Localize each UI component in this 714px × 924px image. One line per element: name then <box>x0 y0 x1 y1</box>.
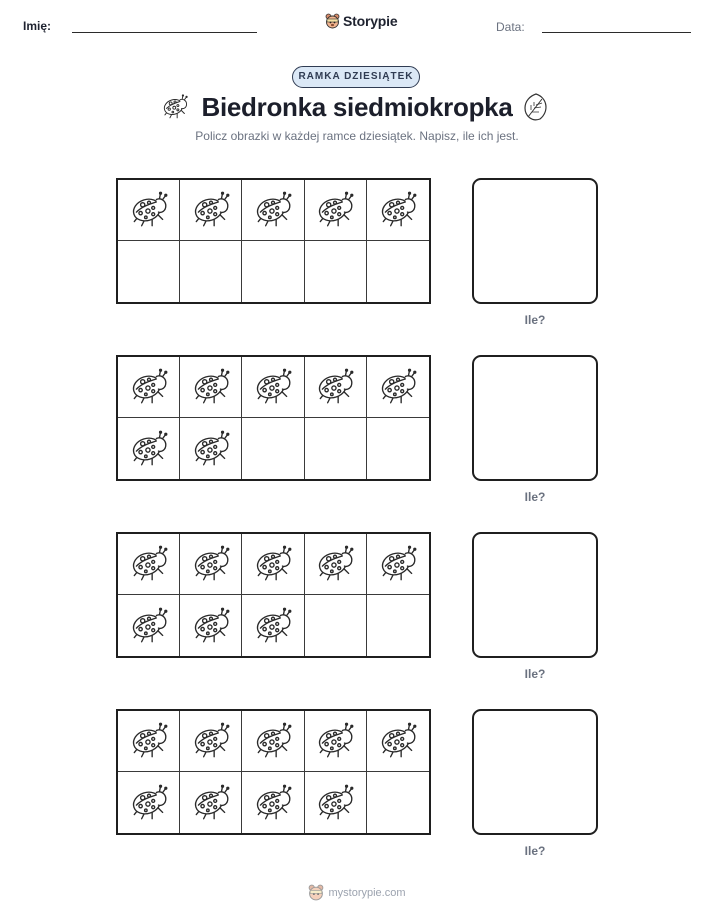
footer-url: mystorypie.com <box>328 886 406 899</box>
ladybug-icon <box>252 191 294 229</box>
ten-frame-cell <box>118 418 180 479</box>
ladybug-icon <box>128 722 170 760</box>
ten-frame-cell <box>180 357 242 418</box>
ten-frame-cell <box>180 534 242 595</box>
ten-frame-cell <box>305 711 367 772</box>
date-label: Data: <box>496 20 525 34</box>
ten-frame-cell <box>367 357 429 418</box>
answer-label: Ile? <box>524 844 546 858</box>
answer-label: Ile? <box>524 667 546 681</box>
ten-frame <box>116 532 431 658</box>
ladybug-icon <box>377 368 419 406</box>
ten-frame-cell <box>180 711 242 772</box>
bear-icon <box>325 13 340 29</box>
ten-frame-cell <box>305 180 367 241</box>
ladybug-icon <box>190 607 232 645</box>
ten-frame-cell <box>305 595 367 656</box>
ten-frame-cell <box>305 534 367 595</box>
ten-frame-cell <box>242 241 304 302</box>
ten-frame-cell <box>242 418 304 479</box>
answer-box[interactable] <box>472 178 598 304</box>
page-title: Biedronka siedmiokropka <box>201 92 513 122</box>
ten-frame-cell <box>118 534 180 595</box>
ladybug-icon <box>252 784 294 822</box>
ladybug-icon <box>252 545 294 583</box>
ten-frame-cell <box>367 180 429 241</box>
ten-frame-cell <box>180 418 242 479</box>
ten-frame-cell <box>118 357 180 418</box>
ladybug-icon <box>190 368 232 406</box>
ten-frame-cell <box>242 357 304 418</box>
ten-frame-cell <box>305 418 367 479</box>
ten-frame-cell <box>367 595 429 656</box>
ladybug-icon <box>190 784 232 822</box>
ten-frame-cell <box>118 711 180 772</box>
ten-frame-cell <box>242 772 304 833</box>
ladybug-icon <box>128 607 170 645</box>
answer-label: Ile? <box>524 490 546 504</box>
ten-frame <box>116 355 431 481</box>
ladybug-icon <box>377 722 419 760</box>
ladybug-icon <box>314 545 356 583</box>
name-field-line[interactable] <box>72 32 257 33</box>
ladybug-icon <box>128 191 170 229</box>
ladybug-icon <box>314 191 356 229</box>
ten-frame-cell <box>305 241 367 302</box>
ladybug-icon <box>252 607 294 645</box>
ten-frame-cell <box>180 180 242 241</box>
date-field-line[interactable] <box>542 32 691 33</box>
ladybug-icon <box>190 545 232 583</box>
ladybug-icon <box>314 722 356 760</box>
name-label: Imię: <box>23 19 52 33</box>
ten-frame <box>116 178 431 304</box>
ladybug-icon <box>128 784 170 822</box>
footer <box>0 884 714 901</box>
ten-frame-cell <box>180 772 242 833</box>
answer-box[interactable] <box>472 532 598 658</box>
brand-logo <box>325 13 397 29</box>
ten-frame-cell <box>367 241 429 302</box>
worksheet-type-badge: RAMKA DZIESIĄTEK <box>292 66 420 88</box>
ladybug-icon <box>128 368 170 406</box>
ten-frame-cell <box>305 357 367 418</box>
instructions: Policz obrazki w każdej ramce dziesiątek. Napisz, ile ich jest. <box>195 129 519 143</box>
ladybug-icon <box>314 784 356 822</box>
ladybug-icon <box>190 430 232 468</box>
ladybug-icon <box>128 430 170 468</box>
ten-frame-cell <box>118 772 180 833</box>
ten-frame-cell <box>305 772 367 833</box>
ladybug-icon <box>377 191 419 229</box>
ladybug-icon <box>377 545 419 583</box>
ten-frame-cell <box>367 418 429 479</box>
ten-frame-cell <box>118 595 180 656</box>
ten-frame <box>116 709 431 835</box>
ladybug-icon <box>252 722 294 760</box>
answer-box[interactable] <box>472 355 598 481</box>
ladybug-icon <box>190 191 232 229</box>
ladybug-icon <box>190 722 232 760</box>
ten-frame-cell <box>367 711 429 772</box>
bear-icon <box>308 884 324 901</box>
ten-frame-cell <box>118 241 180 302</box>
ten-frame-cell <box>242 180 304 241</box>
ten-frame-cell <box>118 180 180 241</box>
ladybug-icon <box>314 368 356 406</box>
ten-frame-cell <box>367 772 429 833</box>
ten-frame-cell <box>242 595 304 656</box>
ten-frame-cell <box>242 534 304 595</box>
answer-box[interactable] <box>472 709 598 835</box>
answer-label: Ile? <box>524 313 546 327</box>
ten-frame-cell <box>367 534 429 595</box>
ladybug-icon <box>252 368 294 406</box>
brand-name: Storypie <box>343 13 398 29</box>
ten-frame-cell <box>242 711 304 772</box>
ladybug-icon <box>128 545 170 583</box>
ten-frame-cell <box>180 241 242 302</box>
ten-frame-cell <box>180 595 242 656</box>
leaf-icon <box>522 92 550 122</box>
